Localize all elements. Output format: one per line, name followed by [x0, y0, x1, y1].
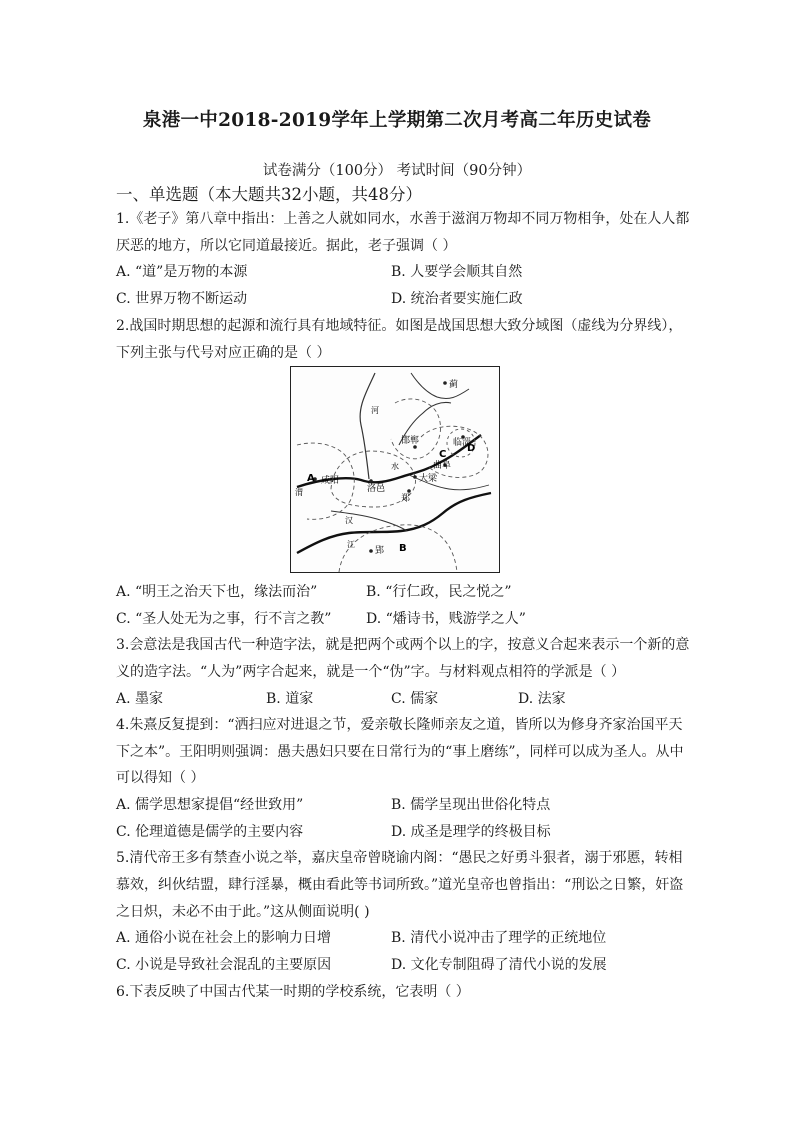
question-2-stem-line-2: 下列主张与代号对应正确的是（ ）	[116, 345, 331, 361]
question-1-option-a: A. “道”是万物的本源	[116, 264, 248, 280]
river-label-he: 河	[371, 406, 379, 415]
question-5-option-a: A. 通俗小说在社会上的影响力日增	[116, 930, 332, 946]
question-4-stem-line-3: 可以得知（ ）	[116, 770, 205, 786]
river-label-wei: 渭	[295, 488, 303, 497]
question-2-option-a: A. “明王之治天下也，缘法而治”	[116, 584, 318, 600]
warring-states-thought-map	[290, 366, 500, 573]
yellow-river-north-bend	[360, 373, 375, 479]
question-3-option-d: D. 法家	[518, 691, 566, 707]
question-4-option-c: C. 伦理道德是儒学的主要内容	[116, 824, 304, 840]
question-1-option-d: D. 统治者要实施仁政	[391, 291, 523, 307]
question-4-option-b: B. 儒学呈现出世俗化特点	[391, 797, 551, 813]
question-3-option-c: C. 儒家	[391, 691, 439, 707]
question-5-option-b: B. 清代小说冲击了理学的正统地位	[391, 930, 607, 946]
question-5-stem-line-1: 5.清代帝王多有禁查小说之举，嘉庆皇帝曾晓谕内阁：“愚民之好勇斗狠者，溺于邪慝，转相	[116, 850, 683, 866]
city-label-ying: 郢	[375, 546, 385, 556]
city-label-zheng: 郑	[401, 494, 411, 504]
boundary-north	[391, 399, 441, 459]
question-3-option-a: A. 墨家	[116, 691, 164, 707]
city-dot-daliang	[413, 475, 417, 479]
page-title: 泉港一中2018-2019学年上学期第二次月考高二年历史试卷	[142, 110, 652, 131]
section-title: 一、单选题（本大题共32小题，共48分）	[116, 185, 422, 204]
region-label-d: D	[467, 443, 476, 454]
question-1-stem-line-2: 厌恶的地方，所以它同道最接近。据此，老子强调（ ）	[116, 238, 457, 254]
region-label-c: C	[439, 449, 447, 460]
city-dot-ying	[369, 549, 373, 553]
boundary-east	[421, 426, 488, 477]
question-4-stem-line-1: 4.朱熹反复提到：“洒扫应对进退之节，爱亲敬长隆师亲友之道，皆所以为修身齐家治国平天	[116, 717, 683, 733]
exam-subtitle: 试卷满分（100分） 考试时间（90分钟）	[262, 163, 532, 179]
city-label-daliang: 大梁	[419, 474, 438, 484]
yangtze-river	[297, 493, 491, 553]
region-label-a: A	[307, 473, 315, 484]
river-label-han: 汉	[345, 516, 353, 525]
question-6-stem-line-1: 6.下表反映了中国古代某一时期的学校系统，它表明（ ）	[116, 984, 470, 1000]
river-label-shui: 水	[391, 462, 399, 471]
city-label-linzi: 临淄	[453, 438, 472, 448]
question-1-option-c: C. 世界万物不断运动	[116, 291, 248, 307]
river-label-jiang: 江	[347, 540, 355, 549]
city-label-luoyi: 洛邑	[367, 484, 386, 494]
question-5-stem-line-2: 慕效，纠伙结盟，肆行淫暴，概由看此等书词所致。”道光皇帝也曾指出：“刑讼之日繁，奸盗	[116, 877, 684, 893]
city-dot-luoyi	[369, 479, 373, 483]
city-label-xianyang: 咸阳	[321, 476, 340, 486]
question-1-option-b: B. 人要学会顺其自然	[391, 264, 523, 280]
city-dot-ji	[443, 381, 447, 385]
question-5-option-c: C. 小说是导致社会混乱的主要原因	[116, 957, 332, 973]
question-2-option-b: B. “行仁政，民之悦之”	[366, 584, 512, 600]
city-label-qufu: 曲阜	[433, 461, 452, 471]
region-label-b: B	[399, 543, 407, 554]
question-3-stem-line-1: 3.会意法是我国古代一种造字法，就是把两个或两个以上的字，按意义合起来表示一个新的意	[116, 637, 690, 653]
question-3-stem-line-2: 义的造字法。“人为”两字合起来，就是一个“伪”字。与材料观点相符的学派是（ ）	[116, 664, 626, 680]
question-4-option-a: A. 儒学思想家提倡“经世致用”	[116, 797, 304, 813]
question-5-option-d: D. 文化专制阻碍了清代小说的发展	[391, 957, 607, 973]
question-2-option-c: C. “圣人处无为之事，行不言之教”	[116, 611, 332, 627]
question-3-option-b: B. 道家	[266, 691, 314, 707]
han-river	[331, 511, 407, 531]
question-4-stem-line-2: 下之本”。王阳明则强调：愚夫愚妇只要在日常行为的“事上磨练”，同样可以成为圣人。从中	[116, 744, 684, 760]
question-5-stem-line-3: 之日炽，未必不由于此。”这从侧面说明( )	[116, 904, 370, 920]
city-label-ji: 蓟	[449, 380, 459, 390]
city-dot-zheng	[407, 489, 411, 493]
river-upper	[411, 373, 469, 399]
question-2-stem-line-1: 2.战国时期思想的起源和流行具有地域特征。如图是战国思想大致分域图（虚线为分界线），	[116, 318, 683, 334]
question-2-option-d: D. “燔诗书，贱游学之人”	[366, 611, 526, 627]
question-4-option-d: D. 成圣是理学的终极目标	[391, 824, 551, 840]
city-label-handan: 邯郸	[401, 436, 420, 446]
question-1-stem-line-1: 1.《老子》第八章中指出：上善之人就如同水，水善于滋润万物却不同万物相争，处在人人都	[116, 211, 690, 227]
